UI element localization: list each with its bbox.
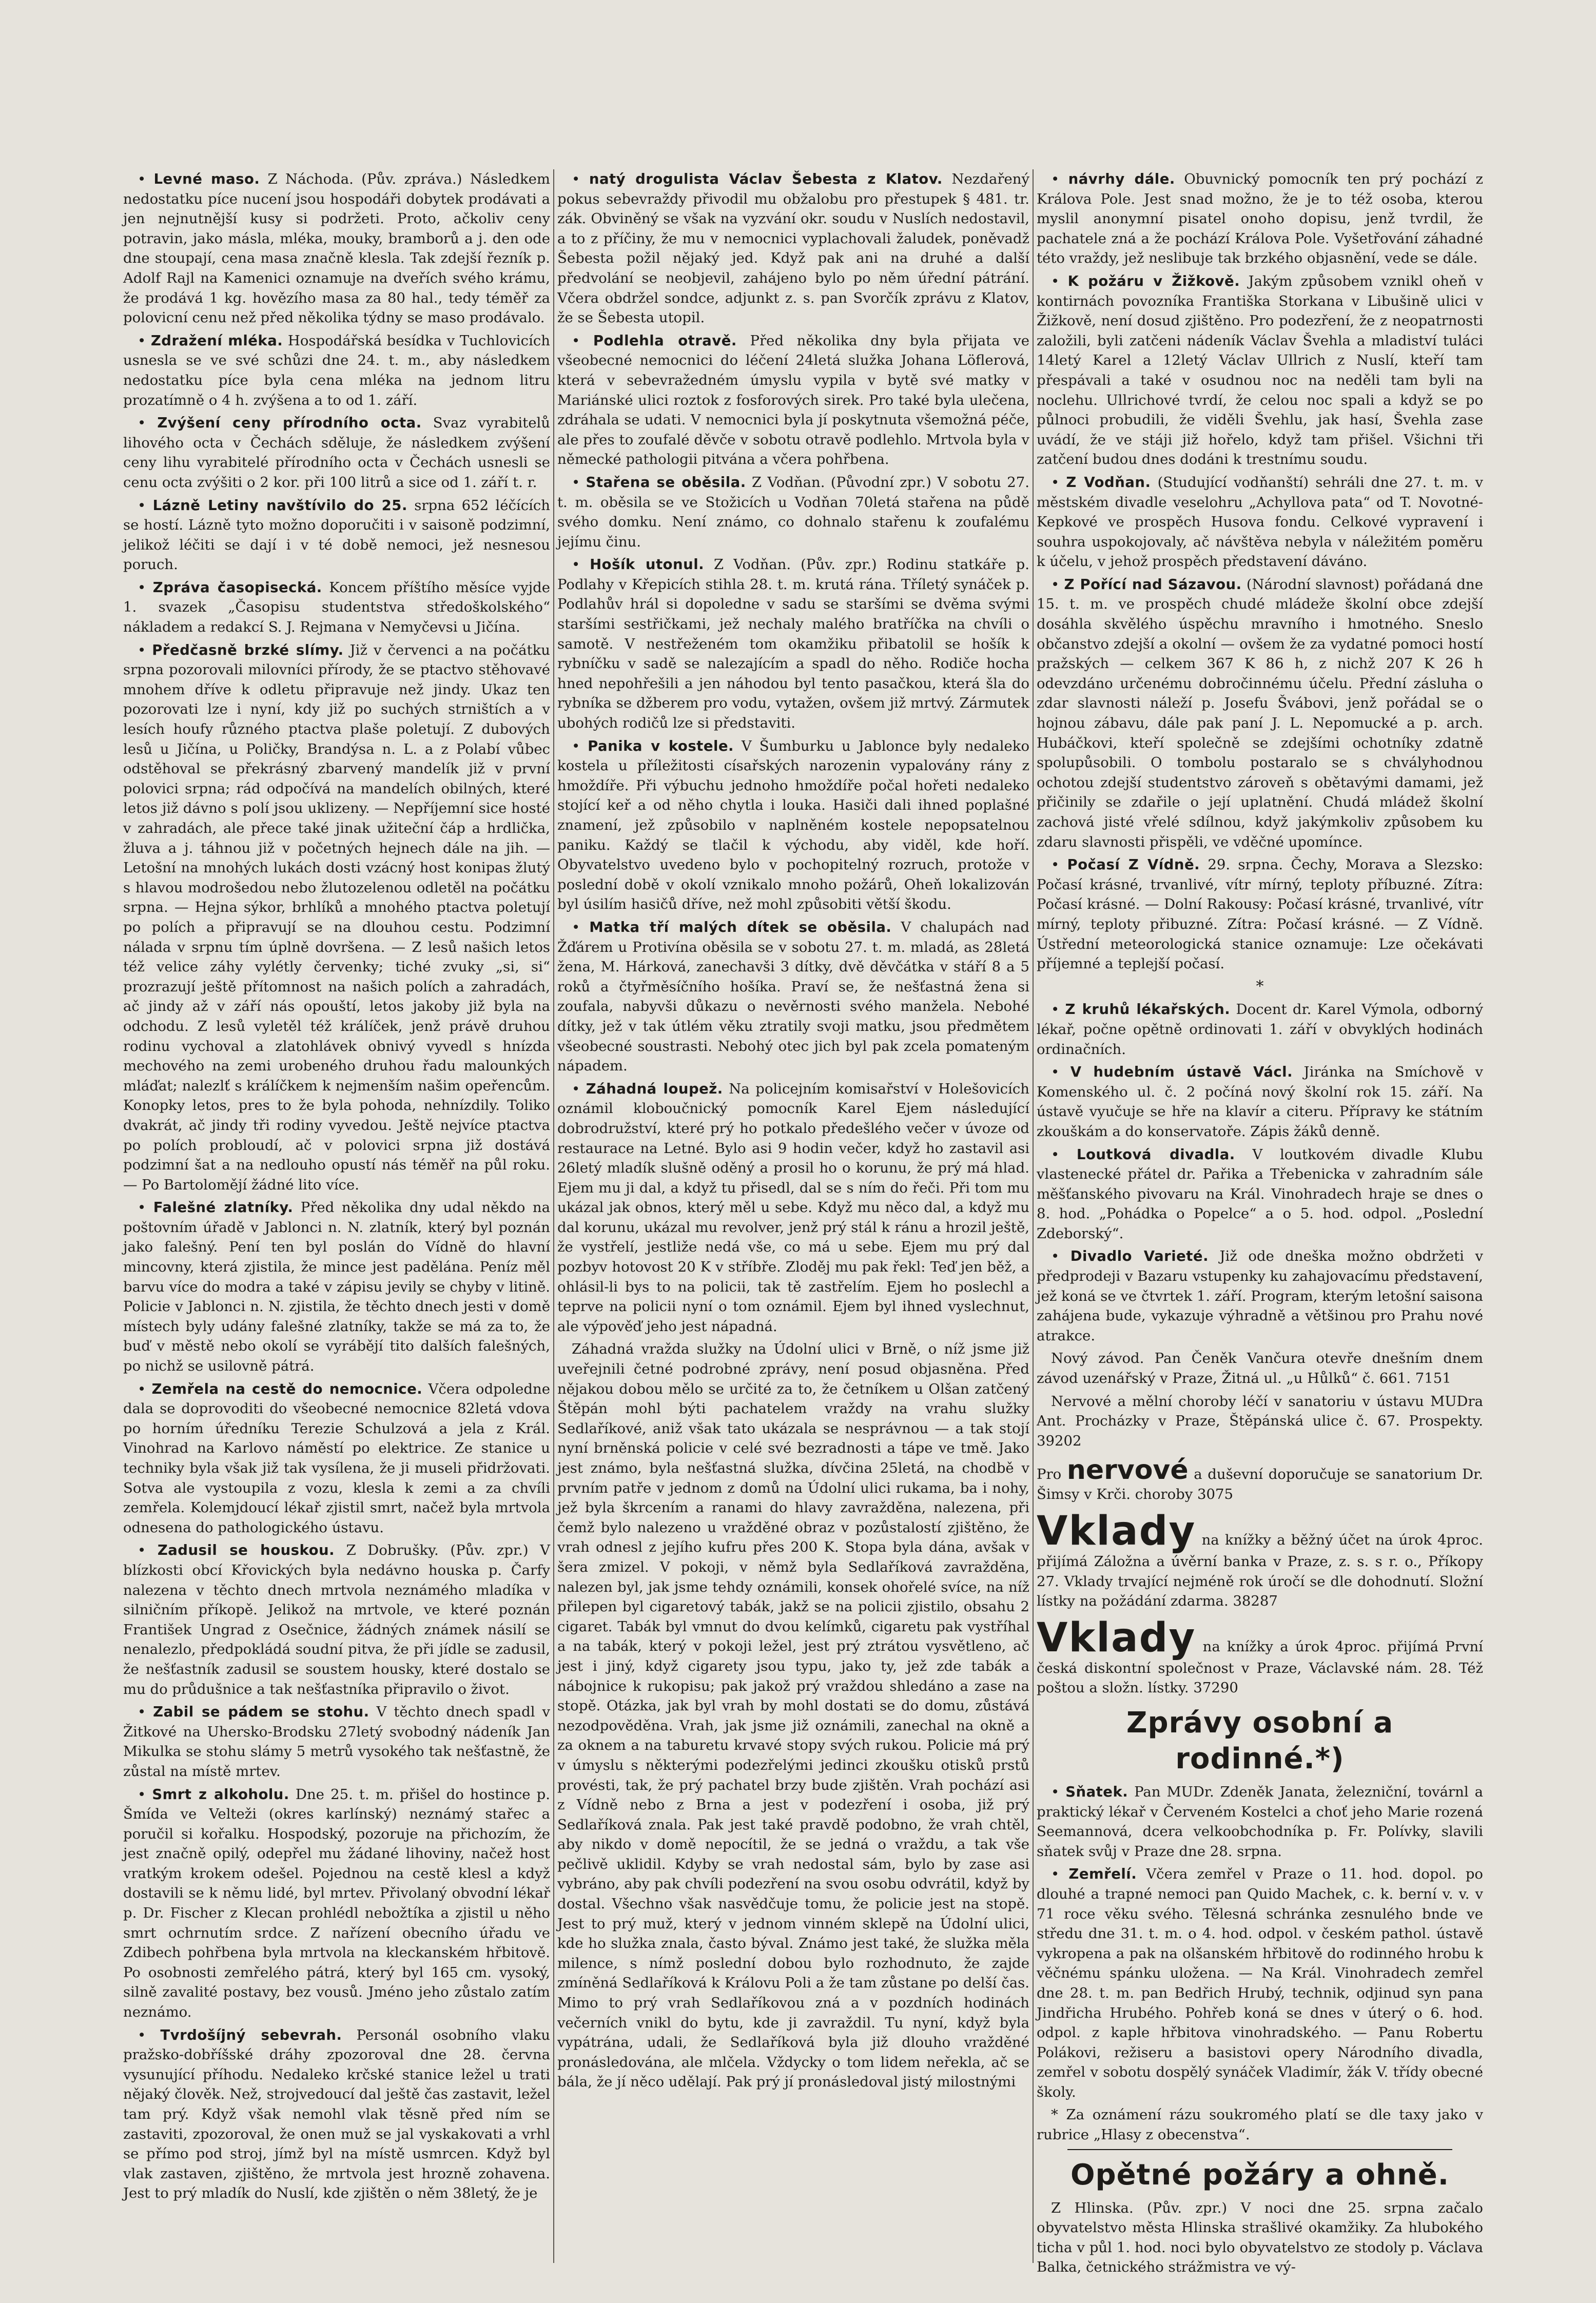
article: • Zadusil se houskou. Z Dobrušky. (Pův. zpr.) V blízkosti obcí Křovických byla nedávno houska p. Čarfy nalezena v těchto dnech mrtvola neznámého mladíka v silničním příkopě. Jelikož na mrtvole, ve které poznán František Ungrad z Osečnice, žádných známek násilí se nenalezlo, předpokládá soudní pitva, že při jídle se zadusil, že nešťastník zadusil se soustem housky, které dostalo se mu do průdušnice a tak nešťastníka připravilo o život. <box>123 1542 550 1697</box>
article: • Panika v kostele. V Šumburku u Jablonce byly nedaleko kostela u příležitosti císařských narozenin vypalovány rány z hmoždíře. Při výbuchu jednoho hmoždíře počal hořeti nedaleko stojící keř a od něho chytla i louka. Hasiči dali ihned poplašné znamení, jež způsobilo v naplněném kostele nepopsatelnou paniku. Každý se tlačil k východu, aby viděl, kde hoří. Obyvatelstvo uvedeno bylo v pochopitelný rozruch, protože v poslední době v okolí vznikalo mnoho požárů, Oheň lokalizován byl úsilím hasičů dříve, než mohl způsobiti větší škodu. <box>557 737 1030 913</box>
article: • Hošík utonul. Z Vodňan. (Pův. zpr.) Rodinu statkáře p. Podlahy v Křepicích stihla 28. t. m. krutá rána. Tříletý synáček p. Podlahův hrál si dopoledne v sadu se staršími se dvěma svými staršími sestřičkami, jež nechaly malého bratříčka na chvíli o samotě. V nestřeženém tom okamžiku přibatolil se hošík k rybníčku v sadě se nalezajícím a spadl do něho. Rodiče hocha hned nepohřešili a jen náhodou byl tento pasačkou, která šla do rybníka se džberem pro vodu, vytažen, ovšem již mrtvý. Zármutek ubohých rodičů lze si představiti. <box>557 556 1030 732</box>
column-rule <box>553 169 554 2263</box>
column-2 <box>557 169 1029 2263</box>
article: • Počasí Z Vídně. 29. srpna. Čechy, Morava a Slezsko: Počasí krásné, trvanlivé, vítr mírný, teploty příbuzné. Zítra: Počasí krásné. — Dolní Rakousy: Počasí krásné, trvanlivé, vítr mírný, teploty přibuzné. Zítra: Počasí krásné. — Z Vídně. Ústřední meteorologická stanice oznamuje: Lze očekávati příjemné a teplejší počasí. <box>1037 856 1484 972</box>
ad-vklady-1: Vklady na knížky a běžný účet na úrok 4proc. přijímá Záložna a úvěrní banka v Praze, z. s. s r. o., Příkopy 27. Vklady trvající nejméně rok úročí se dle dohodnutí. Složní lístky na požádání zdarma. 38287 <box>1037 1508 1484 1610</box>
article-fires: Z Hlinska. (Pův. zpr.) V noci dne 25. srpna začalo obyvatelstvo města Hlinska strašlivé okamžiky. Za hlubokého ticha v půl 1. hod. noci bylo obyvatelstvo ze stodoly p. Václava Balka, četnického strážmistra ve vý- <box>1037 2199 1483 2276</box>
ad-nervove: Pro nervové a duševní doporučuje se sanatorium Dr. Šimsy v Krči. choroby 3075 <box>1037 1455 1483 1503</box>
article: • Z kruhů lékařských. Docent dr. Karel Výmola, odborný lékař, počne opětně ordinovati 1. září v obvyklých hodinách ordinačních. <box>1037 1001 1483 1058</box>
article: • Falešné zlatníky. Před několika dny udal někdo na poštovním úřadě v Jablonci n. N. zlatník, který byl poznán jako falešný. Pení ten byl poslán do Vídně do hlavní mincovny, která zjistila, že mince jest padělána. Peníz měl barvu více do modra a také v zápisu jevily se chyby v litině. Policie v Jablonci n. N. zjistila, že těchto dnech jesti v domě místech byly udány falešné zlatníky, takže se má za to, že buď v městě nebo okolí se vyrábějí tito dalších falešných, po nichž se usilovně pátrá. <box>123 1199 550 1375</box>
article: • Matka tří malých dítek se oběsila. V chalupách nad Žďárem u Protivína oběsila se v sobotu 27. t. m. mladá, as 28letá žena, M. Hárková, zanechavši 3 dítky, dvě děvčátka v stáří 8 a 5 roků a čtyřměsíčního hošíka. Praví se, že nešťastná žena si zoufala, nabyvši důkazu o nevěrnosti svého manžela. Nebohé dítky, jež v tak útlém věku ztratily svoji matku, jsou předmětem všeobecné soustrasti. Nebohý otec jich byl pak zcela pomateným nápadem. <box>557 919 1029 1075</box>
article: • návrhy dále. Obuvnický pomocník ten prý pochází z Králova Pole. Jest snad možno, že je to též osoba, kterou myslil anonymní pisatel onoho dopisu, jenž tvrdil, že pachatele zná a že pochází Králova Pole. Vyšetřování záhadné této vraždy, jež neslibuje tak brzkého objasnění, vede se dále. <box>1037 171 1483 267</box>
article: • natý drogulista Václav Šebesta z Klatov. Nezdařený pokus sebevraždy přivodil mu obžalobu pro přestupek § 481. tr. zák. Obviněný se však na vyzvání okr. soudu v Nuslích nedostavil, a to z příčiny, že mu v nemocnici vyplachovali žaludek, poněvadž Šebesta požil nějaký jed. Když pak ani na druhé a další předvolání se neobjevil, zahájeno bylo po něm úřední pátrání. Včera obdržel sondce, adjunkt z. s. pan Svorčík zprávu z Klatov, že se Šebesta utopil. <box>557 171 1030 326</box>
ad-vklady-2: Vklady na knížky a úrok 4proc. přijímá První česká diskontní společnost v Praze, Václavské nám. 28. Též poštou a složn. lístky. 37290 <box>1037 1614 1483 1696</box>
article: • Loutková divadla. V loutkovém divadle Klubu vlastenecké přátel dr. Pařika a Třebenicka v zahradním sále měšťanského pivovaru na Král. Vinohradech hraje se dnes o 8. hod. „Pohádka o Popelce“ a o 5. hod. odpol. „Poslední Zdeborský“. <box>1037 1146 1483 1242</box>
ad-new-shop: Nový závod. Pan Čeněk Vančura otevře dnešním dnem závod uzenářský v Praze, Žitná ul. „u Hůlků“ č. 661. 7151 <box>1037 1350 1483 1387</box>
divider <box>1067 2149 1452 2150</box>
article: • Zemřela na cestě do nemocnice. Včera odpoledne dala se doprovoditi do všeobecné nemocnice 82letá vdova po horním úředníku Terezie Schulzová a jela z Král. Vinohrad na Karlovo náměstí po elektrice. Ze stanice u techniky byla však již tak vysílena, že ji museli přidržovati. Sotva ale vystoupila z vozu, klesla k zemi a za chvíli zemřela. Kolemjdoucí lékař zjistil smrt, načež byla mrtvola odnesena do pathologického ústavu. <box>123 1380 550 1536</box>
article: • Předčasně brzké slímy. Již v červenci a na počátku srpna pozorovali milovníci přírody, že se ptactvo stěhovavé mnohem dříve k odletu připravuje než jindy. Ukaz ten pozorovati lze i nyní, kdy již po suchých strništích a v lesích houfy různého ptactva plaše poletují. Z dubových lesů u Jičína, u Poličky, Brandýsa n. L. a z Polabí vůbec odstěhoval se překrásný zbarvený mandelík již v první polovici srpna; rád odpočívá na mandelích obilných, které letos již dávno s polí jsou uklizeny. — Nepříjemní sice hosté v zahradách, ale přece také jinak užiteční čáp a hrdlička, žluva a j. táhnou již v početných hejnech dále na jih. — Letošní na mnohých lukách dosti vzácný host konipas žlutý s hlavou modrošedou nebo žlutozelenou odletěl na počátku srpna. — Hejna sýkor, brhlíků a mnohého ptactva poletují po polích a připravují se na dlouhou cestu. Podzimní nálada v srpnu tím úplně dovršena. — Z lesů našich letos též velice záhy vylétly červenky; tiché zvuky „si, si“ prozrazují ještě přítomnost na našich polích a zahradách, ač jindy až v září nás opouští, letos jakoby již byla na odchodu. Z lesů vyletěl též králíček, jenž právě druhou rodinu vychoval a zlatohlávek obnivý vyvedl s hnízda mechového na zemi urobeného druhou řadu malounkých mláďat; nalezlť s králíčkem k nejmenším našim opeřencům. Konopky letos, pres to že byla pohoda, nehnízdily. Toliko dvakrát, ač jindy tři rodiny vyvedou. Ještě nejvíce ptactva po polích probloudí, ač v polovici srpna již dostává podzimní šat a na nedlouho opustí nás téměř na půl roku. — Po Bartolomějí žádné lito více. <box>123 641 551 1193</box>
article: • Zvýšení ceny přírodního octa. Svaz vyrabitelů lihového octa v Čechách sděluje, že následkem zvýšení ceny lihu vyrabitelé přírodního octa v Čechách usnesli se cenu octa zvýšiti o 2 kor. při 100 litrů a sice od 1. září t. r. <box>123 415 550 491</box>
article: • Zpráva časopisecká. Koncem příštího měsíce vyjde 1. svazek „Časopisu studentstva středoškolského“ nákladem a redakcí S. J. Rejmana v Nemyčevsi u Jičína. <box>123 579 550 636</box>
article: • Levné maso. Z Náchoda. (Pův. zpráva.) Následkem nedostatku píce nucení jsou hospodáři dobytek prodávati a jen nejnutnější kusy si podržeti. Proto, ačkoliv ceny potravin, jako másla, mléka, mouky, bramborů a j. den ode dne stoupají, cena masa značně klesla. Tak zdejší řezník p. Adolf Rajl na Kamenici oznamuje na dveřích svého krámu, že prodává 1 kg. hovězího masa za 80 hal., tedy téměř za polovicní cenu než před několika týdny se maso prodávalo. <box>123 171 551 326</box>
article: • Smrt z alkoholu. Dne 25. t. m. přišel do hostince p. Šmída ve Velteži (okres karlínský) neznámý stařec a poručil si kořalku. Hospodský, pozoruje na přichozím, že jest značně opilý, odepřel mu žádané lihoviny, načež host vratkým krokem odešel. Pojednou na cestě klesl a když dostavili se k němu lidé, byl mrtev. Přivolaný obvodní lékař p. Dr. Fischer z Klecan prohlédl nebožtíka a zjistil u něho smrt ochrnutím srdce. Z nařízení obecního úřadu ve Zdibech pohřbena byla mrtvola na kleckanském hřbitově. Po osobnosti zemřelého pátrá, který byl 165 cm. vysoký, silně zavalité postavy, bez vousů. Jméno jeho zůstalo zatím neznámo. <box>123 1786 551 2021</box>
article: • Zdražení mléka. Hospodářská besídka v Tuchlovicích usnesla se ve své schůzi dne 24. t. m., aby následkem nedostatku píce byla cena mléka na jednom litru prozatímně o 4 h. zvýšena a to od 1. září. <box>123 332 550 408</box>
medical-notices <box>1037 1000 1483 1345</box>
article: • Z Pořící nad Sázavou. (Národní slavnost) pořádaná dne 15. t. m. ve prospěch chudé mládeže školní obce zdejší dosáhla skvělého úspěchu mravního i hmotného. Sneslo občanstvo zdejší a okolní — ovšem že za vydatné pomoci hostí pražských — celkem 367 K 86 h, z nichž 207 K 26 h odevzdáno určenému dobročinnému účelu. Přední zásluha o zdar slavnosti náleží p. Josefu Švábovi, jenž pořádal se o hojnou zábavu, dále pak paní J. L. Nepomucké a p. arch. Hubáčkovi, kteří společně se zdejšími ochotníky zdatně spolupůsobili. O tombolu postaralo se s chvályhodnou ochotou zdejší studentstvo zároveň s obětavými damami, jež přičinily se zdařile o její uplatnění. Chudá mládež školní zachová jisté vřelé sdílnou, když jakýmkoliv způsobem ku zdaru slavnosti přispěli, ve vděčné upomínce. <box>1037 576 1483 850</box>
article: • Podlehla otravě. Před několika dny byla přijata ve všeobecné nemocnici do léčení 24letá služka Johana Löflerová, která v sebevražedném úmyslu vypila v bytě své matky v Mariánské ulici roztok z fosforových sirek. Pro také byla ulečena, zdráhala se udati. V nemocnici byla jí poskytnuta všemožná péče, ale přes to zoufalé děvče v sobotu otravě podlehlo. Mrtvola byla v německé pathologii pitvána a včera pohřbena. <box>557 332 1029 468</box>
footnote: * Za oznámení rázu soukromého platí se dle taxy jako v rubrice „Hlasy z obecenstva“. <box>1037 2106 1483 2143</box>
article: • Záhadná loupež. Na policejním komisařství v Holešovicích oznámil kloboučnický pomocník Karel Ejem následující dobrodružství, které prý ho potkalo předešlého večer v úvoze od restaurace na Letné. Bylo asi 9 hodin večer, když ho zastavil asi 26letý mladík slušně oděný a prosil ho o korunu, že prý má hlad. Ejem mu ji dal, a když tu přisedl, dal se s ním do řeči. Při tom mu ukázal jak obnos, který měl u sebe. Když mu něco dal, a když mu dal korunu, ukázal mu revolver, jenž prý stál k ránu a hrozil ještě, že vystřelí, jestliže nedá vše, co má u sebe. Ejem mu prý dal pozbyv hotovost 20 K v stříbře. Zloděj mu pak řekl: Teď jen běž, a ohlásil-li bys to na policii, tak tě zastřelím. Ejem ho poslechl a teprve na policii nyní o tom oznámil. Ejem byl ihned vyslechnut, ale výpověď jeho jest nápadná. <box>557 1080 1029 1335</box>
article: • V hudebním ústavě Václ. Jiránka na Smíchově v Komenského ul. č. 2 počíná nový školní rok 15. září. Na ústavě vyučuje se hře na klavír a citeru. Přípravy ke státním zkouškám a do konservatoře. Zápis žáků denně. <box>1037 1064 1483 1140</box>
article: • Lázně Letiny navštívilo do 25. srpna 652 léčících se hostí. Lázně tyto možno doporučiti i v saisoně podzimní, jelikož léčiti se dají i v té době nemoci, jež nesnesou poruch. <box>123 497 550 573</box>
article: Záhadná vražda služky na Údolní ulici v Brně, o níž jsme již uveřejnili četné podrobné zprávy, není posud objasněna. Před nějakou dobou mělo se určité za to, že četníkem u Olšan zatčený Štěpán mohl býti pachatelem vraždy na vrahu služky Sedlaříkové, aniž však tato ukázala se nesprávnou — a tak stojí nyní brněnská policie v celé své bezradnosti a tápe ve tmě. Jako jest známo, byla nešťastná služka, dívčina 25letá, na chodbě v prvním patře v jednom z domů na Údolní ulici rukama, ba i nohy, jež byla škrcením a ranami do hlavy zavražděna, nalezena, při čemž bylo nalezeno u vražděné obraz v pozůstalostí zjištěno, že vrah odnesl z jejího kufru přes 200 K. Stopa byla dána, avšak v šera zmizel. V pokoji, v němž byla Sedlaříková zavražděna, nalezen byl, jak jsme tehdy oznámili, konsek ohořelé svíce, na níž přilepen byl cigaretový tabák, jakž se na policii zjistilo, obsahu 2 cigaret. Tabák byl vmnut do dvou kelímků, cigaretu pak vystříhal a na tabák, který v pokoji ležel, jest prý ztrátou vysvětleno, ač jest i jiný, když cigarety jsou typu, jako ty, jež zde tabák a nábojnice k rukopisu; pak jakož prý vraždou shledáno a zase na stopě. Otázka, jak byl vrah by mohl dostati se do domu, zůstává nezodpověděna. Vrah, jak jsme již oznámili, zanechal na okně a za oknem a na taburetu krvavé stopy svých rukou. Policie má prý v úmyslu s některými podezřelými jedinci zkoušku otisků prstů provésti, tak, že prý pachatel brzy bude zjištěn. Vrah pochází asi z Vídně nebo z Brna a jest v podezření i osoba, již prý Sedlaříková znala. Pak jest také pravdě podobno, že vrah chtěl, aby nikdo v domě nepocítil, že se jedná o vraždu, a tak vše pečlivě uklidil. Kdyby se vrah nedostal sám, bylo by zase asi vybráno, aby pak chvíli podezření na svou osobu odvrátil, když by dostal. Všechno však nasvědčuje tomu, že policie jest na stopě. Jest to prý muž, který v jednom vinném sklepě na Údolní ulici, kde ho služka znala, často býval. Známo jest také, že služka měla milence, s nímž poslední dobou bylo rozhodnuto, že zajde zmíněná Sedlaříková k Královu Poli a že tam zůstane po delší čas. Mimo to prý vrah Sedlaříkovou zná a v pozdních hodinách večerních vnikl do bytu, kde ji zavraždil. Tu nyní, když byla vypátrána, udali, že Sedlaříková byla již dlouho vražděné pronásledována, ale mlčela. Vždycky o tom lidem neřekla, ač se bála, že jí něco udělají. Pak prý jí pronásledoval jistý milostnými <box>557 1341 1029 2091</box>
section-title-fires: Opětné požáry a ohně. <box>1070 2158 1450 2192</box>
section-title-personal: Zprávy osobní a rodinné.*) <box>1126 1706 1394 1775</box>
article: • K požáru v Žižkově. Jakým způsobem vznikl oheň v kontirnách povozníka Františka Storkana v Libušině ulici v Žižkově, není dosud zjištěno. Pro podezření, že z neopatrnosti založili, byli zatčeni nádeník Václav Švehla a mladiství tuláci 14letý Karel a 12letý Václav Ullrich z Nuslí, kteří tam přespávali a také v osudnou noc na neděli tam byli na noclehu. Ullrichové tvrdí, že celou noc spali a když se po půlnoci probudili, že viděli Švehlu, jak hasí, Švehla zase uvádí, že ve stáji již hořelo, když tam přišel. Všichni tři zatčení budou dnes dodáni k trestnímu soudu. <box>1037 272 1484 468</box>
ad-nerve-sanatorium: Nervové a mělní choroby léčí v sanatoriu v ústavu MUDra Ant. Procházky v Praze, Štěpánská ulice č. 67. Prospekty. 39202 <box>1037 1393 1483 1449</box>
article: • Z Vodňan. (Studující vodňanští) sehráli dne 27. t. m. v městském divadle veselohru „Achyllova pata“ od T. Novotné-Kepkové ve prospěch Husova fondu. Celkové vypravení i souhra uspokojovaly, ač návštěva nebyla v náležitém poměru k účelu, v jehož prospěch představení dáváno. <box>1037 474 1484 570</box>
column-3 <box>1037 169 1484 2276</box>
personal-notices <box>1037 1782 1483 2102</box>
article: • Divadlo Varieté. Již ode dneška možno obdržeti v předprodeji v Bazaru vstupenky ku zahajovacímu představení, jež koná se ve čtvrtek 1. září. Program, kterým letošní saisona zahájena bude, vykazuje výhradně a většinou pro Prahu nové atrakce. <box>1037 1248 1483 1344</box>
column-rule <box>1033 169 1034 2263</box>
article: • Stařena se oběsila. Z Vodňan. (Původní zpr.) V sobotu 27. t. m. oběsila se ve Stožicích u Vodňan 70letá stařena na půdě svého domku. Není známo, co dohnalo stařenu k zoufalému jejímu činu. <box>557 474 1029 550</box>
article: • Zemřelí. Včera zemřel v Praze o 11. hod. dopol. po dlouhé a trapné nemoci pan Quido Machek, c. k. berní v. v. v 71 roce věku svého. Tělesná schránka zesnulého bnde ve středu dne 31. t. m. o 4. hod. odpol. v českém pathol. ústavě vykropena a pak na olšanském hřbitově do rodinného hrobu k věčnému spánku uložena. — Na Král. Vinohradech zemřel dne 28. t. m. pan Bedřich Hrubý, technik, odjinud syn pana Jindřicha Hrubého. Pohřeb koná se dnes v úterý o 6. hod. odpol. z kaple hřbitova vinohradského. — Panu Robertu Polákovi, režiseru a basistovi opery Národního divadla, zemřel v sobotu dospělý synáček Vladimír, žák V. třídy obecné školy. <box>1037 1866 1483 2100</box>
article: • Tvrdošíjný sebevrah. Personál osobního vlaku pražsko-dobříšské dráhy zpozoroval dne 28. června vysunující příhodu. Nedaleko krčské stanice ležel u trati nějaký člověk. Než, strojvedoucí dal ještě čas zastavit, ležel tam prý. Když však nemohl vlak těsně před ním se zastaviti, zpozoroval, že onen muž se jal vyskakovati a vrhl se přímo pod stroj, jímž byl na místě usmrcen. Když byl vlak zastaven, zjištěno, že mrtvola jest hrozně zohavena. Jest to prý mladík do Nuslí, kde zjištěn o něm 38letý, že je <box>123 2026 550 2202</box>
article: • Zabil se pádem se stohu. V těchto dnech spadl v Žitkové na Uhersko-Brodsku 27letý svobodný nádeník Jan Mikulka se stohu slámy 5 metrů vysokého tak nešťastně, že zůstal na místě mrtev. <box>123 1704 550 1780</box>
column-1 <box>123 169 550 2263</box>
article: • Sňatek. Pan MUDr. Zdeněk Janata, železniční, továrnl a praktický lékař v Červeném Kostelci a choť jeho Marie rozená Seemannová, dcera velkoobchodníka p. Fr. Polívky, slavili sňatek svůj v Praze dne 28. srpna. <box>1037 1783 1483 1860</box>
column-3-news <box>1037 169 1483 974</box>
separator-asterisk: * <box>1256 977 1264 996</box>
